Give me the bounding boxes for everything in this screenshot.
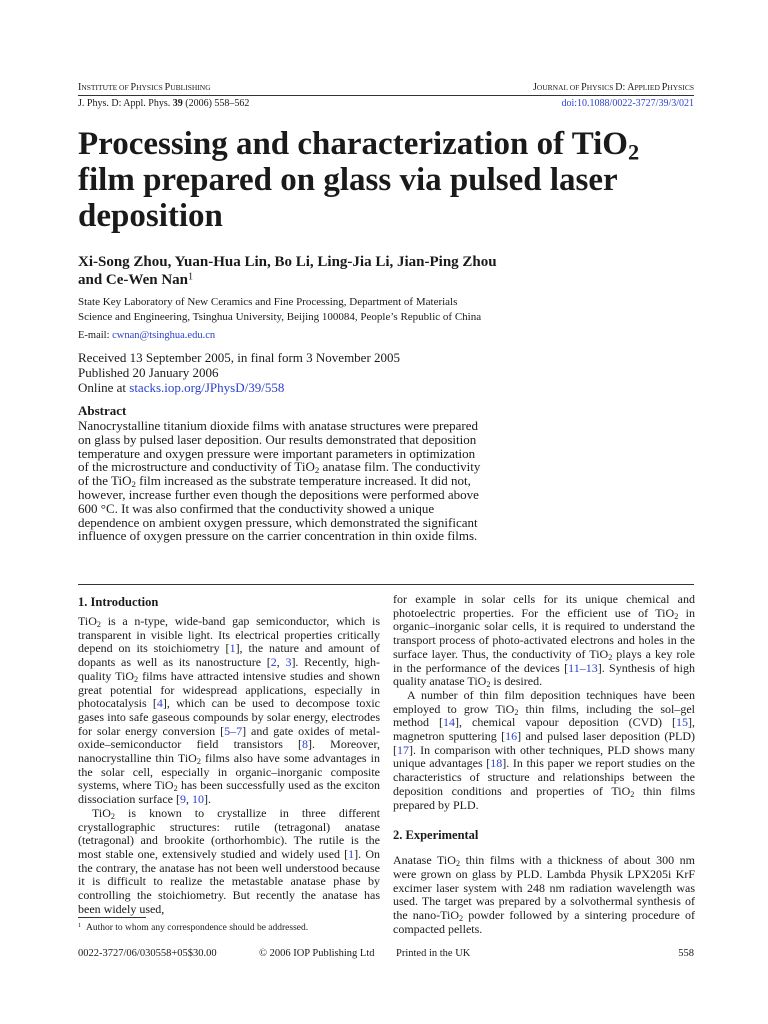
journal-name: JOURNAL OF PHYSICS D: APPLIED PHYSICS	[532, 82, 694, 93]
paragraph: A number of thin film deposition techniques have been employed to grow TiO$_2$ thin films, including the sol–gel method [14], chemical vapour deposition (CVD) [15], magnetron sputtering [16] and pulsed laser deposition (PLD) [17]. In comparison with other techniques, PLD shows many unique advantages [18]. In this paper we report studies on the characteristics of structure and relationships between the deposition conditions and properties of TiO$_2$ thin films prepared by PLD.	[393, 687, 696, 812]
paragraph: TiO$_2$ is a n-type, wide-band gap semiconductor, which is transparent in visible light. Its electrical properties critically depend on its stoichiometry [1], the nature and amount of dopants as well as its nanostructure [2, 3]. Recently, high-quality TiO$_2$ films have attracted intensive studies and shown great potential for widespread applications, especially in photocatalysis [4], which can be used to decompose toxic gases into safe gaseous compounds by solar energy, electrodes for solar energy conversion [5–7] and gate oxides of metal-oxide–semiconductor field transistors [8]. Moreover, nanocrystalline thin TiO$_2$ films also have some advantages in the solar cell, especially in organic–inorganic composite systems, where TiO$_2$ has been successfully used as the exciton dissociation surface [9, 10].	[78, 614, 381, 807]
right-column	[393, 593, 695, 936]
footer-printed: Printed in the UK	[396, 948, 471, 959]
affiliation: State Key Laboratory of New Ceramics and Fine Processing, Department of Materials Science and Engineering, Tsinghua University, Beijing 100084, People’s Republic of China	[78, 296, 482, 323]
paragraph: TiO$_2$ is known to crystallize in three different crystallographic structures: rutile (tetragonal) anatase (tetragonal) and brookite (orthorhombic). The rutile is the most stable one, extensively studied and widely used [1]. On the contrary, the anatase has not been well understood because it is difficult to realize the metastable anatase phase by controlling the stoichiometry. But recently the anatase has been widely used,	[78, 805, 380, 916]
reference-link[interactable]: 3	[285, 655, 292, 670]
reference-link[interactable]: 15	[676, 715, 688, 730]
publisher-name: INSTITUTE OF PHYSICS PUBLISHING	[78, 82, 211, 93]
reference-link[interactable]: 4	[156, 696, 163, 711]
footnote-rule	[78, 917, 146, 918]
section-heading-experimental: 2. Experimental	[393, 828, 479, 843]
reference-link[interactable]: 2	[270, 655, 277, 670]
reference-link[interactable]: 14	[443, 715, 455, 730]
footnote: $^1$ Author to whom any correspondence should be addressed.	[78, 922, 309, 933]
abstract-heading: Abstract	[78, 403, 127, 418]
reference-link[interactable]: 11–13	[568, 660, 598, 675]
reference-link[interactable]: 10	[191, 792, 204, 807]
reference-link[interactable]: 18	[490, 756, 503, 771]
footnote-mark: 1	[188, 270, 194, 282]
header-rule	[78, 95, 694, 96]
email-link[interactable]: cwnan@tsinghua.edu.cn	[112, 330, 216, 341]
reference-link[interactable]: 16	[505, 729, 518, 744]
paragraph: Anatase TiO$_2$ thin films with a thickness of about 300 nm were grown on glass by PLD. Lambda Physik LPX205i KrF excimer laser system with 248 nm radiation wavelength was used. The target was prepared by a solvothermal synthesis of the nano-TiO$_2$ powder followed by a sintering procedure of compacted pellets.	[393, 853, 695, 936]
footer-copyright: © 2006 IOP Publishing Ltd	[259, 948, 375, 959]
paragraph: for example in solar cells for its unique chemical and photoelectric properties. For the efficient use of TiO$_2$ in organic–inorganic solar cells, it is required to understand the transport process of photo-activated electrons and holes in the surface layer. Thus, the conductivity of TiO$_2$ plays a key role in the performance of the devices [11–13]. Synthesis of high quality anatase TiO$_2$ is desired.	[393, 592, 695, 690]
online-link[interactable]: stacks.iop.org/JPhysD/39/558	[129, 380, 285, 395]
reference-link[interactable]: 1	[229, 641, 236, 656]
paper-title: Processing and characterization of TiO$_2$ film prepared on glass via pulsed laser deposition	[78, 126, 640, 234]
reference-link[interactable]: 17	[397, 742, 409, 757]
reference-link[interactable]: 1	[348, 846, 355, 861]
doi-link[interactable]: doi:10.1088/0022-3727/39/3/021	[561, 98, 694, 109]
left-column	[78, 615, 380, 916]
section-heading-introduction: 1. Introduction	[78, 595, 159, 609]
citation-line: J. Phys. D: Appl. Phys. 39 (2006) 558–562	[78, 98, 250, 109]
reference-link[interactable]: 5–7	[224, 723, 243, 738]
publication-dates: Received 13 September 2005, in final form 3 November 2005 Published 20 January 2006 Online at stacks.iop.org/JPhysD/39/558	[78, 350, 401, 395]
abstract-text: Nanocrystalline titanium dioxide films with anatase structures were prepared on glass by pulsed laser deposition. Our results demonstrated that deposition temperature and oxygen pressure were important parameters in optimization of the microstructure and conductivity of TiO$_2$ anatase film. The conductivity of the TiO$_2$ film increased as the substrate temperature increased. It did not, however, increase further even though the depositions were performed above 600 °C. It was also confirmed that the conductivity showed a unique dependence on ambient oxygen pressure, which demonstrated the significant influence of oxygen pressure on the carrier concentration in thin oxide films.	[78, 418, 481, 544]
reference-link[interactable]: 8	[302, 737, 309, 752]
footer-code: 0022-3727/06/030558+05$30.00	[78, 948, 217, 959]
reference-link[interactable]: 9	[179, 792, 186, 807]
page-number: 558	[678, 948, 694, 959]
section-separator	[78, 584, 694, 585]
email-line: E-mail: cwnan@tsinghua.edu.cn	[78, 330, 216, 341]
author-list: Xi-Song Zhou, Yuan-Hua Lin, Bo Li, Ling-Jia Li, Jian-Ping Zhou and Ce-Wen Nan$^1$	[78, 254, 497, 288]
